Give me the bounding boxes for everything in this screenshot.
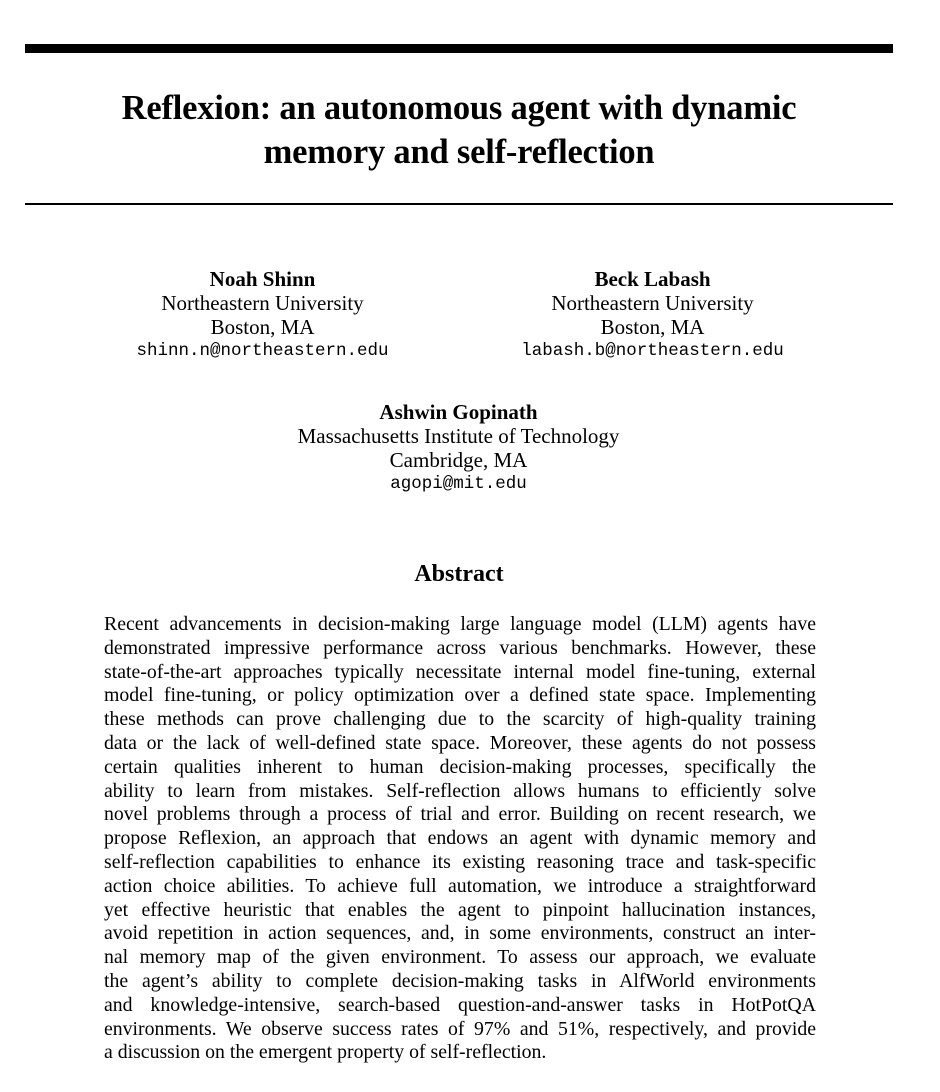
author-affiliation: Northeastern University	[551, 291, 754, 315]
abstract-line: ability to learn from mistakes. Self-reflection allows humans to efficiently solve	[104, 779, 816, 802]
abstract-line: avoid repetition in action sequences, and, in some environments, construct an inter-	[104, 922, 816, 945]
title-line: Reflexion: an autonomous agent with dynamic	[121, 89, 797, 127]
abstract-line: environments. We observe success rates of 97% and 51%, respectively, and provide	[104, 1017, 816, 1040]
abstract-line: Recent advancements in decision-making large language model (LLM) agents have	[104, 613, 816, 635]
author-email: shinn.n@northeastern.edu	[136, 341, 389, 361]
abstract-line: demonstrated impressive performance across various benchmarks. However, these	[104, 636, 816, 659]
author-name: Beck Labash	[594, 267, 711, 291]
title-line: memory and self-reflection	[263, 133, 655, 171]
abstract-line: certain qualities inherent to human decision-making processes, specifically the	[104, 755, 816, 778]
author-affiliation: Massachusetts Institute of Technology	[297, 424, 620, 448]
abstract-line: nal memory map of the given environment. To assess our approach, we evaluate	[104, 946, 816, 969]
abstract-line: model fine-tuning, or policy optimization over a defined state space. Implementing	[104, 684, 816, 707]
author-block	[256, 400, 661, 496]
author-location: Boston, MA	[210, 315, 315, 339]
abstract-heading: Abstract	[414, 561, 504, 587]
abstract-line: data or the lack of well-defined state space. Moreover, these agents do not possess	[104, 731, 816, 754]
abstract-line: propose Reflexion, an approach that endows an agent with dynamic memory and	[104, 827, 816, 850]
author-location: Cambridge, MA	[389, 448, 528, 472]
abstract-line: state-of-the-art approaches typically necessitate internal model fine-tuning, external	[104, 660, 816, 683]
title-bottom-rule	[25, 203, 893, 205]
abstract-line: and knowledge-intensive, search-based question-and-answer tasks in HotPotQA	[104, 993, 816, 1016]
author-location: Boston, MA	[600, 315, 705, 339]
author-email: agopi@mit.edu	[390, 474, 527, 494]
abstract-line: action choice abilities. To achieve full automation, we introduce a straightforward	[104, 874, 816, 897]
abstract-line: a discussion on the emergent property of self-reflection.	[104, 1041, 547, 1064]
author-block	[60, 267, 465, 363]
paper-title	[25, 86, 893, 174]
author-affiliation: Northeastern University	[161, 291, 364, 315]
author-email: labash.b@northeastern.edu	[521, 341, 784, 361]
abstract-line: self-reflection capabilities to enhance its existing reasoning trace and task-specific	[104, 850, 816, 873]
author-name: Ashwin Gopinath	[379, 400, 538, 424]
abstract-line: the agent’s ability to complete decision-making tasks in AlfWorld environments	[104, 969, 816, 992]
abstract-line: yet effective heuristic that enables the agent to pinpoint hallucination instances,	[104, 898, 816, 921]
author-block	[450, 267, 855, 363]
abstract-line: novel problems through a process of trial and error. Building on recent research, we	[104, 803, 816, 826]
author-name: Noah Shinn	[209, 267, 316, 291]
top-rule	[25, 44, 893, 53]
abstract-body	[104, 613, 816, 1065]
abstract-line: these methods can prove challenging due to the scarcity of high-quality training	[104, 708, 816, 731]
